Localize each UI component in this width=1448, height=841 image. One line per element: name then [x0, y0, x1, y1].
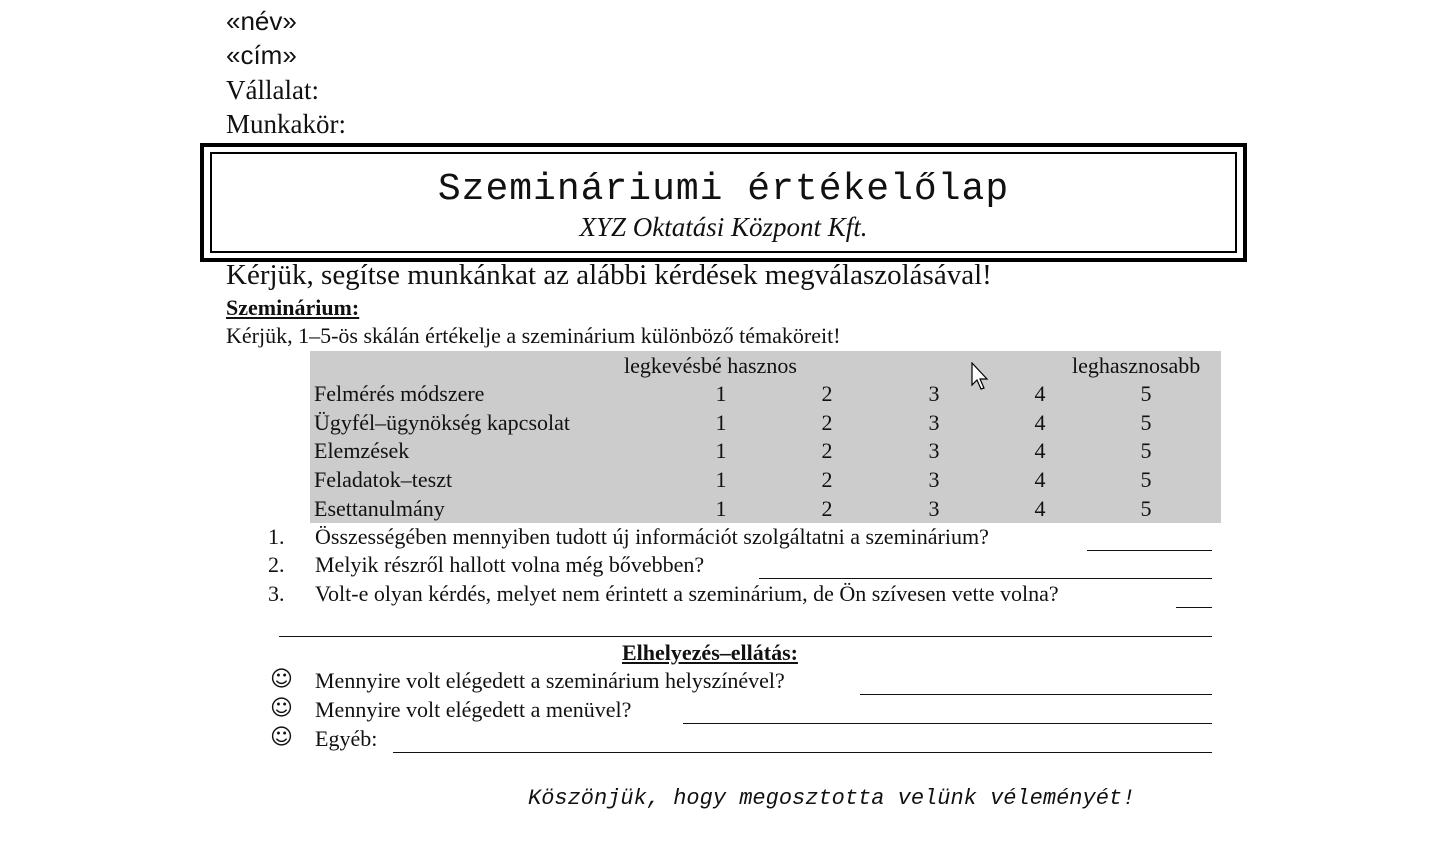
- rating-option-3[interactable]: 3: [928, 438, 940, 463]
- topic-label: Feladatok–teszt: [314, 467, 453, 492]
- lodging-question: Egyéb:: [315, 726, 378, 751]
- question-text: Összességében mennyiben tudott új információt szolgáltatni a szeminárium?: [315, 524, 989, 549]
- smiley-icon: ☺: [270, 725, 293, 750]
- lodging-question: Mennyire volt elégedett a szeminárium helyszínével?: [315, 668, 785, 693]
- answer-line-2[interactable]: [759, 578, 1212, 579]
- rating-row: [310, 467, 1221, 496]
- name-merge-field: «név»: [226, 6, 297, 36]
- rating-row: [310, 438, 1221, 467]
- title-box: [200, 143, 1247, 262]
- lodging-heading: Elhelyezés–ellátás:: [622, 640, 798, 665]
- rating-option-1[interactable]: 1: [715, 381, 727, 406]
- smiley-icon: ☺: [270, 696, 293, 721]
- rating-row: [310, 410, 1221, 439]
- rating-option-4[interactable]: 4: [1034, 438, 1046, 463]
- rating-option-1[interactable]: 1: [715, 438, 727, 463]
- job-label: Munkakör:: [226, 109, 346, 139]
- question-number: 2.: [268, 552, 285, 577]
- rating-row: [310, 381, 1221, 410]
- rating-option-2[interactable]: 2: [821, 467, 833, 492]
- lodging-answer-line-1[interactable]: [860, 694, 1212, 695]
- lodging-question: Mennyire volt elégedett a menüvel?: [315, 697, 632, 722]
- rating-option-4[interactable]: 4: [1034, 467, 1046, 492]
- question-text: Volt-e olyan kérdés, melyet nem érintett a szeminárium, de Ön szívesen vette volna?: [315, 581, 1059, 606]
- rating-option-1[interactable]: 1: [715, 467, 727, 492]
- rating-option-2[interactable]: 2: [821, 410, 833, 435]
- intro-text: Kérjük, segítse munkánkat az alábbi kérdések megválaszolásával!: [226, 259, 992, 291]
- rating-option-4[interactable]: 4: [1034, 381, 1046, 406]
- answer-line-3-continued[interactable]: [279, 636, 1212, 637]
- rating-option-4[interactable]: 4: [1034, 410, 1046, 435]
- rating-row: [310, 496, 1221, 525]
- question-number: 1.: [268, 524, 285, 549]
- answer-line-3[interactable]: [1176, 607, 1212, 608]
- lodging-answer-line-2[interactable]: [683, 723, 1212, 724]
- form-subtitle: XYZ Oktatási Központ Kft.: [579, 212, 868, 242]
- rating-option-3[interactable]: 3: [928, 496, 940, 521]
- rating-option-5[interactable]: 5: [1140, 496, 1152, 521]
- question-text: Melyik részről hallott volna még bővebben?: [315, 552, 705, 577]
- topic-label: Felmérés módszere: [314, 381, 485, 406]
- question-number: 3.: [268, 581, 285, 606]
- rating-table: [310, 351, 1221, 523]
- address-merge-field: «cím»: [226, 40, 297, 70]
- rating-option-5[interactable]: 5: [1140, 381, 1152, 406]
- rating-option-4[interactable]: 4: [1034, 496, 1046, 521]
- seminar-instruction: Kérjük, 1–5-ös skálán értékelje a szeminárium különböző témaköreit!: [226, 323, 841, 348]
- title-box-inner: [210, 152, 1237, 253]
- rating-option-3[interactable]: 3: [928, 381, 940, 406]
- rating-option-2[interactable]: 2: [821, 438, 833, 463]
- topic-label: Elemzések: [314, 438, 410, 463]
- smiley-icon: ☺: [270, 667, 293, 692]
- mouse-cursor-icon: [971, 362, 991, 392]
- form-title: Szemináriumi értékelőlap: [437, 168, 1010, 211]
- company-label: Vállalat:: [226, 75, 319, 105]
- rating-option-2[interactable]: 2: [821, 381, 833, 406]
- rating-option-5[interactable]: 5: [1140, 410, 1152, 435]
- rating-option-2[interactable]: 2: [821, 496, 833, 521]
- topic-label: Ügyfél–ügynökség kapcsolat: [314, 410, 570, 435]
- scale-high-label: leghasznosabb: [1072, 353, 1201, 378]
- thanks-text: Köszönjük, hogy megosztotta velünk véleményét!: [528, 786, 1136, 811]
- topic-label: Esettanulmány: [314, 496, 445, 521]
- rating-option-1[interactable]: 1: [715, 496, 727, 521]
- rating-option-1[interactable]: 1: [715, 410, 727, 435]
- seminar-heading: Szeminárium:: [226, 295, 360, 320]
- scale-low-label: legkevésbé hasznos: [624, 353, 797, 378]
- rating-option-5[interactable]: 5: [1140, 467, 1152, 492]
- rating-option-3[interactable]: 3: [928, 410, 940, 435]
- rating-option-5[interactable]: 5: [1140, 438, 1152, 463]
- lodging-answer-line-3[interactable]: [393, 752, 1212, 753]
- answer-line-1[interactable]: [1087, 550, 1212, 551]
- rating-option-3[interactable]: 3: [928, 467, 940, 492]
